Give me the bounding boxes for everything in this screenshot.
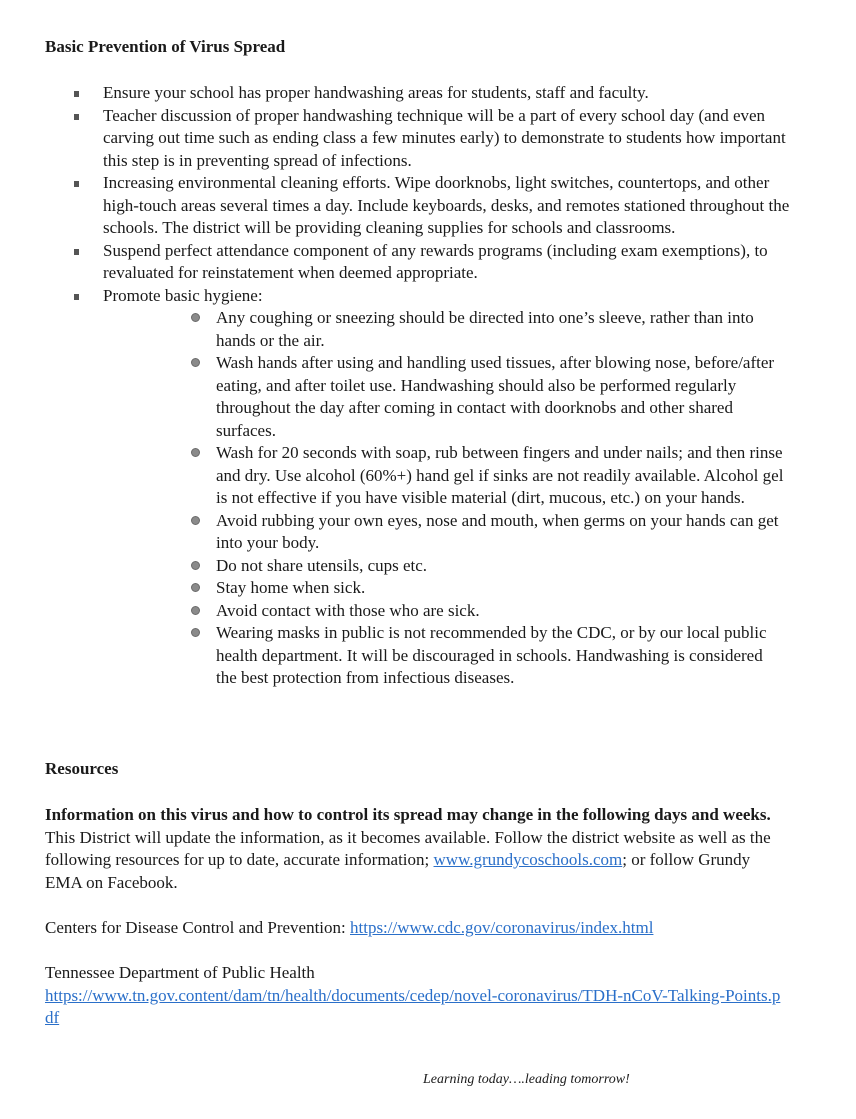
hygiene-item-text: Wash for 20 seconds with soap, rub between fingers and under nails; and then rinse and dry. Use alcohol (60%+) hand gel if sinks are not readily available. Alcohol gel is not effective if you have visible material (dirt, mucous, etc.) on your hands. — [216, 443, 784, 507]
hygiene-item — [103, 555, 786, 578]
square-bullet-icon — [74, 181, 79, 187]
round-bullet-icon — [191, 628, 200, 637]
resources-text: This District will update the information, as it becomes available. Follow the district website as well as the following resources for up to date, accurate information; — [45, 827, 771, 869]
hygiene-item — [103, 442, 786, 510]
hygiene-item — [103, 600, 786, 623]
section-title-resources: Resources — [45, 759, 119, 778]
list-item-text: Increasing environmental cleaning efforts. Wipe doorknobs, light switches, countertops, and other high-touch areas several times a day. Include keyboards, desks, and remotes stationed throughout the schools. The district will be providing cleaning supplies for schools and classrooms. — [103, 173, 790, 237]
list-item — [0, 240, 800, 285]
hygiene-list — [103, 307, 800, 690]
hygiene-item — [103, 352, 786, 442]
round-bullet-icon — [191, 516, 200, 525]
hygiene-item — [103, 307, 786, 352]
list-item — [0, 82, 800, 105]
list-item — [0, 285, 800, 690]
hygiene-item-text: Avoid contact with those who are sick. — [216, 600, 480, 620]
resources-bold-text: Information on this virus and how to control its spread may change in the following days and weeks. — [45, 805, 771, 824]
round-bullet-icon — [191, 448, 200, 457]
hygiene-item — [103, 622, 786, 690]
round-bullet-icon — [191, 583, 200, 592]
section-title-prevention: Basic Prevention of Virus Spread — [45, 37, 286, 56]
list-item-text: Teacher discussion of proper handwashing technique will be a part of every school day (and even carving out time such as ending class a few minutes early) to demonstrate to students how important this step is in preventing spread of infections. — [103, 105, 786, 170]
square-bullet-icon — [74, 249, 79, 255]
round-bullet-icon — [191, 313, 200, 322]
square-bullet-icon — [74, 114, 79, 120]
hygiene-item-text: Stay home when sick. — [216, 578, 366, 597]
hygiene-item-text: Do not share utensils, cups etc. — [216, 555, 428, 575]
hygiene-item-text: Avoid rubbing your own eyes, nose and mouth, when germs on your hands can get into your body. — [216, 510, 779, 552]
tn-label: Tennessee Department of Public Health — [45, 963, 315, 982]
district-website-link[interactable]: www.grundycoschools.com — [433, 850, 623, 869]
list-item — [0, 105, 800, 173]
cdc-link[interactable]: https://www.cdc.gov/coronavirus/index.html — [350, 918, 654, 937]
hygiene-item-text: Any coughing or sneezing should be directed into one’s sleeve, rather than into hands or the air. — [216, 308, 754, 350]
prevention-list — [0, 82, 800, 690]
list-item-text: Suspend perfect attendance component of any rewards programs (including exam exemptions), to revaluated for reinstatement when deemed appropriate. — [103, 240, 768, 282]
resources-paragraph — [45, 804, 790, 894]
cdc-label: Centers for Disease Control and Prevention: — [45, 918, 350, 937]
hygiene-item-text: Wash hands after using and handling used tissues, after blowing nose, before/after eating, and after toilet use. Handwashing should also be performed regularly throughout the day after coming in contact with doorknobs and other shared surfaces. — [216, 353, 775, 440]
list-item-text: Ensure your school has proper handwashing areas for students, staff and faculty. — [103, 83, 649, 102]
resources-tail-text: ; or follow Grundy EMA on Facebook. — [45, 850, 751, 892]
tn-link[interactable]: https://www.tn.gov.content/dam/tn/health/documents/cedep/novel-coronavirus/TDH-nCoV-Talking-Points.pdf — [45, 985, 781, 1027]
round-bullet-icon — [191, 358, 200, 367]
hygiene-item-text: Wearing masks in public is not recommended by the CDC, or by our local public health department. It will be discouraged in schools. Handwashing is considered the best protection from infectious diseases. — [216, 623, 767, 687]
footer-slogan: Learning today….leading tomorrow! — [423, 1072, 630, 1087]
hygiene-item — [103, 510, 786, 555]
list-item — [0, 172, 800, 240]
tn-resource — [45, 962, 790, 1030]
hygiene-item — [103, 577, 786, 600]
cdc-resource — [45, 917, 790, 940]
square-bullet-icon — [74, 91, 79, 97]
list-item-text: Promote basic hygiene: — [103, 285, 263, 305]
square-bullet-icon — [74, 294, 79, 300]
round-bullet-icon — [191, 561, 200, 570]
round-bullet-icon — [191, 606, 200, 615]
